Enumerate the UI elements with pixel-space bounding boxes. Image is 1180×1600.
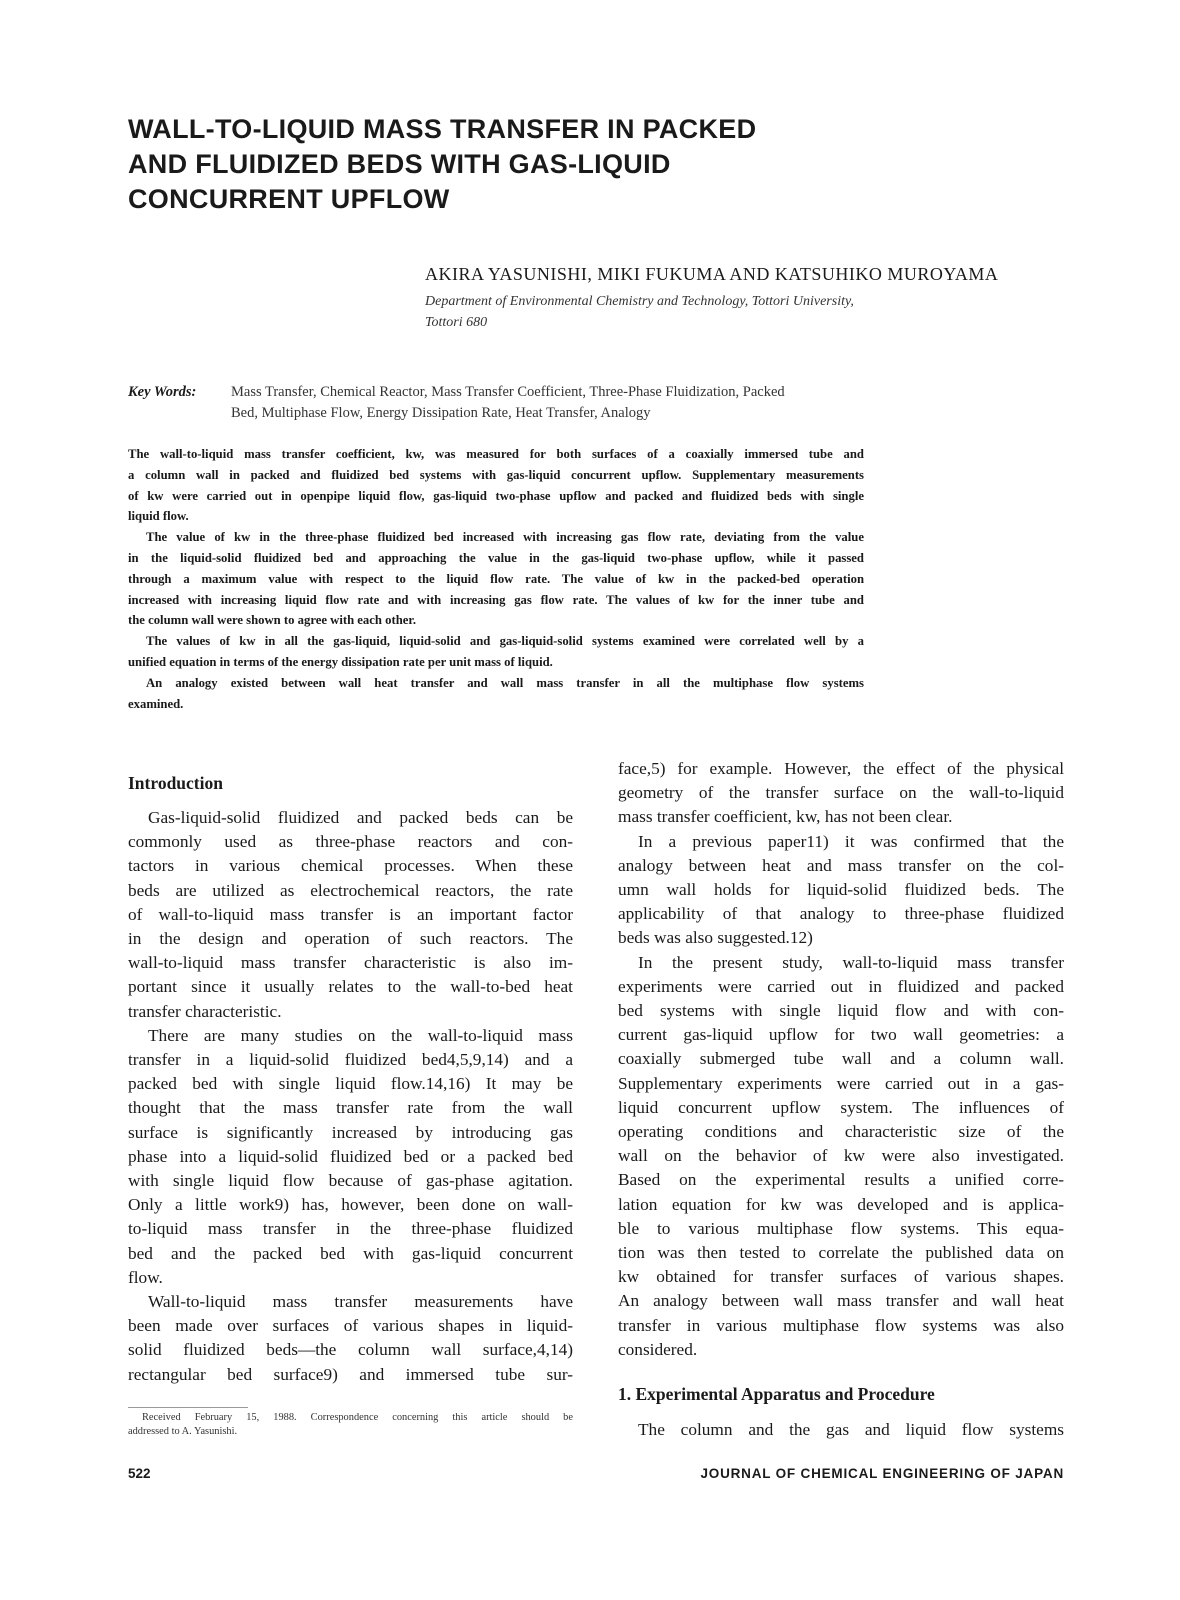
- body-line: transfer in various multiphase flow systems was also: [618, 1315, 1064, 1335]
- body-line: with single liquid flow because of gas-phase agitation.: [128, 1171, 573, 1191]
- body-line: umn wall holds for liquid-solid fluidized beds. The: [618, 880, 1064, 900]
- footnote-line: Received February 15, 1988. Correspondence concerning this article should be: [142, 1412, 573, 1423]
- body-line: transfer in a liquid-solid fluidized bed4,5,9,14) and a: [128, 1050, 573, 1070]
- journal-name: JOURNAL OF CHEMICAL ENGINEERING OF JAPAN: [700, 1466, 1064, 1481]
- abstract-line: examined.: [128, 696, 184, 711]
- body-line: Only a little work9) has, however, been done on wall-: [128, 1195, 573, 1215]
- body-line: Supplementary experiments were carried out in a gas-: [618, 1073, 1064, 1093]
- abstract-line: The wall-to-liquid mass transfer coefficient, kw, was measured for both surfaces of a coaxially immersed tube and: [128, 447, 864, 461]
- keywords-line: Bed, Multiphase Flow, Energy Dissipation Rate, Heat Transfer, Analogy: [231, 405, 651, 421]
- affiliation: [425, 291, 985, 333]
- affiliation-line: Tottori 680: [425, 315, 488, 330]
- body-line: experiments were carried out in fluidized and packed: [618, 976, 1064, 996]
- body-line: In the present study, wall-to-liquid mass transfer: [638, 952, 1064, 972]
- body-line: been made over surfaces of various shapes in liquid-: [128, 1316, 573, 1336]
- left-column-text: [128, 806, 573, 1387]
- body-line: ble to various multiphase flow systems. This equa-: [618, 1218, 1064, 1238]
- right-column-text: [618, 757, 1064, 1362]
- body-line: wall-to-liquid mass transfer characteristic is also im-: [128, 953, 573, 973]
- body-line: bed and the packed bed with gas-liquid concurrent: [128, 1243, 573, 1263]
- body-line: beds was also suggested.12): [618, 928, 813, 948]
- affiliation-line: Department of Environmental Chemistry and Technology, Tottori University,: [425, 294, 854, 309]
- body-line: kw obtained for transfer surfaces of various shapes.: [618, 1267, 1064, 1287]
- page-number: 522: [128, 1466, 151, 1481]
- body-line: lation equation for kw was developed and is applica-: [618, 1194, 1064, 1214]
- abstract-line: a column wall in packed and fluidized bed systems with gas-liquid concurrent upflow. Supplementary measurements: [128, 467, 864, 482]
- body-line: An analogy between wall mass transfer and wall heat: [618, 1291, 1064, 1311]
- body-line: in the design and operation of such reactors. The: [128, 929, 573, 949]
- abstract-line: the column wall were shown to agree with each other.: [128, 613, 417, 628]
- body-line: Wall-to-liquid mass transfer measurements have: [148, 1292, 573, 1312]
- authors: AKIRA YASUNISHI, MIKI FUKUMA AND KATSUHIKO MUROYAMA: [425, 264, 999, 284]
- title-line: WALL-TO-LIQUID MASS TRANSFER IN PACKED: [128, 114, 757, 144]
- body-line: transfer characteristic.: [128, 1001, 282, 1021]
- abstract-line: unified equation in terms of the energy dissipation rate per unit mass of liquid.: [128, 654, 553, 669]
- body-line: Based on the experimental results a unified corre-: [618, 1170, 1064, 1190]
- abstract-line: The value of kw in the three-phase fluidized bed increased with increasing gas flow rate, deviating from the value: [146, 530, 864, 545]
- body-line: tion was then tested to correlate the published data on: [618, 1243, 1064, 1263]
- footnote-line: addressed to A. Yasunishi.: [128, 1425, 238, 1437]
- title-line: AND FLUIDIZED BEDS WITH GAS-LIQUID: [128, 149, 671, 179]
- body-line: geometry of the transfer surface on the wall-to-liquid: [618, 783, 1064, 803]
- body-line: analogy between heat and mass transfer on the col-: [618, 855, 1064, 875]
- body-line: commonly used as three-phase reactors and con-: [128, 832, 573, 852]
- body-line: considered.: [618, 1339, 698, 1359]
- body-line: of wall-to-liquid mass transfer is an important factor: [128, 904, 573, 924]
- body-line: current gas-liquid upflow for two wall geometries: a: [618, 1025, 1064, 1045]
- abstract: [128, 444, 864, 714]
- body-line: bed systems with single liquid flow and with con-: [618, 1001, 1064, 1021]
- paper-title: [128, 112, 888, 217]
- abstract-line: liquid flow.: [128, 509, 189, 524]
- body-line: wall on the behavior of kw were also investigated.: [618, 1146, 1064, 1166]
- body-line: packed bed with single liquid flow.14,16) It may be: [128, 1074, 573, 1094]
- footnote: [128, 1411, 573, 1438]
- abstract-line: of kw were carried out in openpipe liquid flow, gas-liquid two-phase upflow and packed and fluidized beds with single: [128, 488, 864, 503]
- body-line: In a previous paper11) it was confirmed that the: [638, 831, 1064, 851]
- abstract-line: through a maximum value with respect to the liquid flow rate. The value of kw in the packed-bed operation: [128, 571, 864, 586]
- abstract-line: in the liquid-solid fluidized bed and approaching the value in the gas-liquid two-phase upflow, while it passed: [128, 550, 864, 565]
- footnote-rule: [128, 1407, 248, 1408]
- body-line: flow.: [128, 1267, 163, 1287]
- keywords: [231, 382, 866, 424]
- abstract-line: The values of kw in all the gas-liquid, liquid-solid and gas-liquid-solid systems examined were correlated well by a: [146, 634, 864, 649]
- body-line: applicability of that analogy to three-phase fluidized: [618, 904, 1064, 924]
- body-line: liquid concurrent upflow system. The influences of: [618, 1097, 1064, 1117]
- body-line: tactors in various chemical processes. When these: [128, 856, 573, 876]
- body-line: The column and the gas and liquid flow systems: [638, 1420, 1064, 1439]
- body-line: coaxially submerged tube wall and a column wall.: [618, 1049, 1064, 1069]
- keywords-line: Mass Transfer, Chemical Reactor, Mass Transfer Coefficient, Three-Phase Fluidization, Packed: [231, 384, 785, 400]
- body-line: mass transfer coefficient, kw, has not been clear.: [618, 807, 953, 827]
- section-1-text: [638, 1418, 1064, 1442]
- body-line: to-liquid mass transfer in the three-phase fluidized: [128, 1219, 573, 1239]
- body-line: There are many studies on the wall-to-liquid mass: [148, 1025, 573, 1045]
- body-line: rectangular bed surface9) and immersed tube sur-: [128, 1364, 573, 1384]
- body-line: thought that the mass transfer rate from the wall: [128, 1098, 573, 1118]
- body-line: phase into a liquid-solid fluidized bed or a packed bed: [128, 1146, 573, 1166]
- title-line: CONCURRENT UPFLOW: [128, 184, 450, 214]
- body-line: portant since it usually relates to the wall-to-bed heat: [128, 977, 573, 997]
- body-line: Gas-liquid-solid fluidized and packed beds can be: [148, 808, 573, 827]
- abstract-line: An analogy existed between wall heat transfer and wall mass transfer in all the multiphase flow systems: [146, 675, 864, 690]
- introduction-heading: Introduction: [128, 773, 223, 793]
- keywords-label: Key Words:: [128, 384, 197, 400]
- body-line: beds are utilized as electrochemical reactors, the rate: [128, 880, 573, 900]
- body-line: operating conditions and characteristic size of the: [618, 1122, 1064, 1142]
- body-line: face,5) for example. However, the effect of the physical: [618, 759, 1064, 778]
- abstract-line: increased with increasing liquid flow rate and with increasing gas flow rate. The values of kw for the inner tube and: [128, 592, 864, 607]
- section-1-heading: 1. Experimental Apparatus and Procedure: [618, 1384, 935, 1404]
- body-line: solid fluidized beds—the column wall surface,4,14): [128, 1340, 573, 1360]
- body-line: surface is significantly increased by introducing gas: [128, 1122, 573, 1142]
